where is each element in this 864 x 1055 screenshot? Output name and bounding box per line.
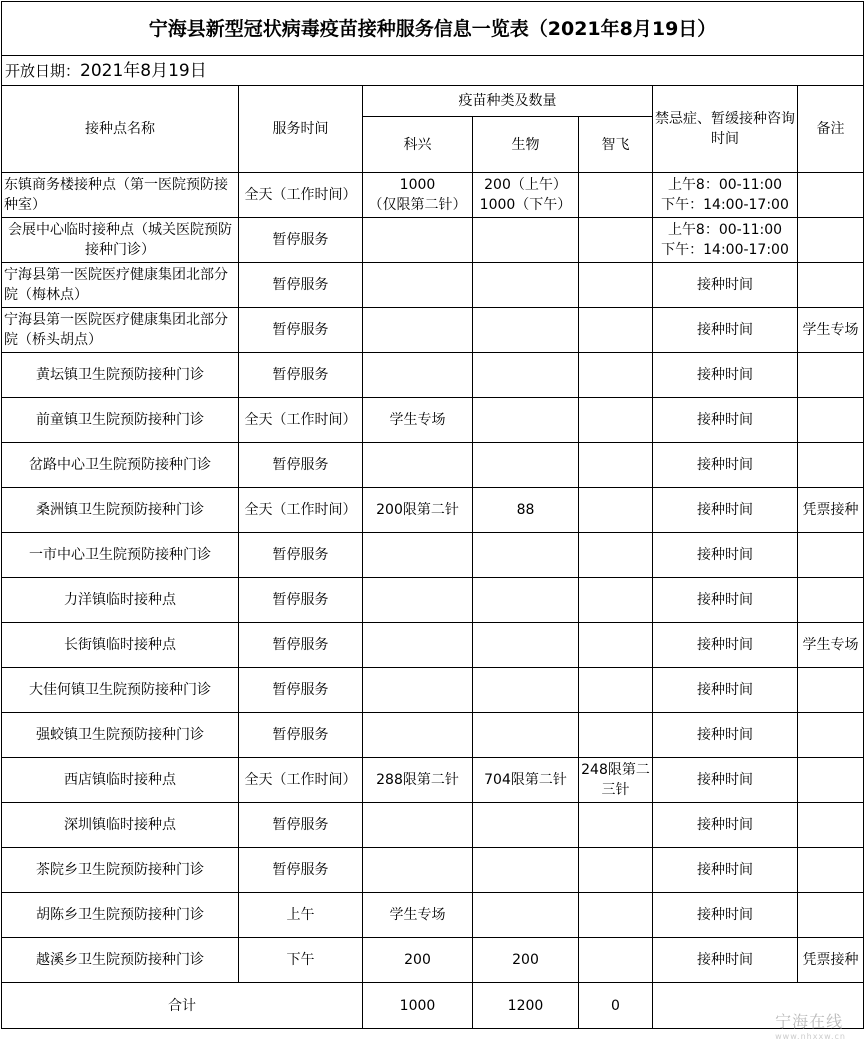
shengwu-cell bbox=[473, 893, 579, 938]
shengwu-cell bbox=[473, 623, 579, 668]
zhifei-cell bbox=[579, 443, 653, 488]
service-time-cell: 上午 bbox=[239, 893, 363, 938]
site-name-cell: 茶院乡卫生院预防接种门诊 bbox=[2, 848, 239, 893]
site-name-cell: 桑洲镇卫生院预防接种门诊 bbox=[2, 488, 239, 533]
service-time-cell: 暂停服务 bbox=[239, 803, 363, 848]
table-row bbox=[2, 713, 864, 758]
site-name-cell: 强蛟镇卫生院预防接种门诊 bbox=[2, 713, 239, 758]
vaccination-info-table bbox=[1, 1, 864, 1029]
service-time-cell: 暂停服务 bbox=[239, 578, 363, 623]
remark-cell bbox=[798, 848, 864, 893]
header-zhifei: 智飞 bbox=[579, 117, 653, 173]
site-name-cell: 深圳镇临时接种点 bbox=[2, 803, 239, 848]
zhifei-cell bbox=[579, 488, 653, 533]
table-row bbox=[2, 893, 864, 938]
site-name-cell: 会展中心临时接种点（城关医院预防接种门诊） bbox=[2, 218, 239, 263]
zhifei-cell bbox=[579, 263, 653, 308]
shengwu-cell bbox=[473, 848, 579, 893]
remark-cell bbox=[798, 803, 864, 848]
site-name-cell: 宁海县第一医院医疗健康集团北部分院（桥头胡点） bbox=[2, 308, 239, 353]
zhifei-cell bbox=[579, 353, 653, 398]
shengwu-cell: 88 bbox=[473, 488, 579, 533]
table-row bbox=[2, 623, 864, 668]
table-row bbox=[2, 443, 864, 488]
page-title: 宁海县新型冠状病毒疫苗接种服务信息一览表（2021年8月19日） bbox=[2, 2, 864, 56]
consult-time-cell: 接种时间 bbox=[653, 938, 798, 983]
kexing-cell: 1000 （仅限第二针） bbox=[363, 173, 473, 218]
remark-cell bbox=[798, 533, 864, 578]
site-name-cell: 西店镇临时接种点 bbox=[2, 758, 239, 803]
table-row bbox=[2, 803, 864, 848]
shengwu-cell bbox=[473, 218, 579, 263]
service-time-cell: 下午 bbox=[239, 938, 363, 983]
zhifei-cell: 248限第二三针 bbox=[579, 758, 653, 803]
kexing-cell bbox=[363, 848, 473, 893]
shengwu-cell bbox=[473, 533, 579, 578]
table-row bbox=[2, 668, 864, 713]
consult-time-cell: 接种时间 bbox=[653, 488, 798, 533]
kexing-cell bbox=[363, 803, 473, 848]
site-name-cell: 东镇商务楼接种点（第一医院预防接种室） bbox=[2, 173, 239, 218]
consult-time-cell: 接种时间 bbox=[653, 758, 798, 803]
zhifei-cell bbox=[579, 713, 653, 758]
zhifei-cell bbox=[579, 578, 653, 623]
total-label: 合计 bbox=[2, 983, 363, 1029]
remark-cell bbox=[798, 713, 864, 758]
consult-time-cell: 接种时间 bbox=[653, 668, 798, 713]
shengwu-cell bbox=[473, 668, 579, 713]
watermark-text: 宁海在线 bbox=[775, 1012, 844, 1031]
total-row bbox=[2, 983, 864, 1029]
table-row bbox=[2, 263, 864, 308]
site-name-cell: 岔路中心卫生院预防接种门诊 bbox=[2, 443, 239, 488]
watermark-logo bbox=[775, 1009, 846, 1041]
kexing-cell: 288限第二针 bbox=[363, 758, 473, 803]
site-name-cell: 黄坛镇卫生院预防接种门诊 bbox=[2, 353, 239, 398]
table-row bbox=[2, 488, 864, 533]
kexing-cell bbox=[363, 263, 473, 308]
service-time-cell: 全天（工作时间） bbox=[239, 488, 363, 533]
shengwu-cell: 704限第二针 bbox=[473, 758, 579, 803]
table-row bbox=[2, 173, 864, 218]
consult-time-cell: 上午8：00-11:00 下午：14:00-17:00 bbox=[653, 173, 798, 218]
shengwu-cell bbox=[473, 353, 579, 398]
remark-cell: 学生专场 bbox=[798, 308, 864, 353]
kexing-cell bbox=[363, 443, 473, 488]
zhifei-cell bbox=[579, 218, 653, 263]
kexing-cell: 学生专场 bbox=[363, 893, 473, 938]
remark-cell: 凭票接种 bbox=[798, 488, 864, 533]
remark-cell bbox=[798, 353, 864, 398]
consult-time-cell: 接种时间 bbox=[653, 398, 798, 443]
shengwu-cell bbox=[473, 263, 579, 308]
kexing-cell bbox=[363, 668, 473, 713]
consult-time-cell: 接种时间 bbox=[653, 443, 798, 488]
kexing-cell bbox=[363, 623, 473, 668]
service-time-cell: 暂停服务 bbox=[239, 443, 363, 488]
total-kexing: 1000 bbox=[363, 983, 473, 1029]
shengwu-cell bbox=[473, 443, 579, 488]
remark-cell bbox=[798, 398, 864, 443]
kexing-cell bbox=[363, 353, 473, 398]
site-name-cell: 胡陈乡卫生院预防接种门诊 bbox=[2, 893, 239, 938]
service-time-cell: 暂停服务 bbox=[239, 848, 363, 893]
open-date-value: 2021年8月19日 bbox=[80, 60, 207, 81]
kexing-cell bbox=[363, 533, 473, 578]
site-name-cell: 力洋镇临时接种点 bbox=[2, 578, 239, 623]
remark-cell: 学生专场 bbox=[798, 623, 864, 668]
header-site-name: 接种点名称 bbox=[2, 86, 239, 173]
consult-time-cell: 接种时间 bbox=[653, 353, 798, 398]
service-time-cell: 暂停服务 bbox=[239, 713, 363, 758]
remark-cell bbox=[798, 263, 864, 308]
shengwu-cell: 200 bbox=[473, 938, 579, 983]
header-vaccine-group: 疫苗种类及数量 bbox=[363, 86, 653, 117]
zhifei-cell bbox=[579, 938, 653, 983]
table-row bbox=[2, 758, 864, 803]
zhifei-cell bbox=[579, 623, 653, 668]
consult-time-cell: 接种时间 bbox=[653, 848, 798, 893]
open-date-label: 开放日期： bbox=[5, 61, 81, 80]
remark-cell bbox=[798, 578, 864, 623]
total-shengwu: 1200 bbox=[473, 983, 579, 1029]
consult-time-cell: 上午8：00-11:00 下午：14:00-17:00 bbox=[653, 218, 798, 263]
shengwu-cell bbox=[473, 398, 579, 443]
total-zhifei: 0 bbox=[579, 983, 653, 1029]
table-row bbox=[2, 533, 864, 578]
watermark-sub: www.nhxxw.cn bbox=[775, 1032, 846, 1041]
site-name-cell: 大佳何镇卫生院预防接种门诊 bbox=[2, 668, 239, 713]
table-row bbox=[2, 308, 864, 353]
table-row bbox=[2, 353, 864, 398]
zhifei-cell bbox=[579, 848, 653, 893]
service-time-cell: 暂停服务 bbox=[239, 623, 363, 668]
service-time-cell: 暂停服务 bbox=[239, 353, 363, 398]
site-name-cell: 长街镇临时接种点 bbox=[2, 623, 239, 668]
shengwu-cell bbox=[473, 713, 579, 758]
header-kexing: 科兴 bbox=[363, 117, 473, 173]
site-name-cell: 宁海县第一医院医疗健康集团北部分院（梅林点） bbox=[2, 263, 239, 308]
zhifei-cell bbox=[579, 893, 653, 938]
table-row bbox=[2, 578, 864, 623]
zhifei-cell bbox=[579, 668, 653, 713]
service-time-cell: 暂停服务 bbox=[239, 668, 363, 713]
table-row bbox=[2, 938, 864, 983]
service-time-cell: 暂停服务 bbox=[239, 308, 363, 353]
remark-cell bbox=[798, 218, 864, 263]
table-row bbox=[2, 398, 864, 443]
zhifei-cell bbox=[579, 803, 653, 848]
header-remark: 备注 bbox=[798, 86, 864, 173]
shengwu-cell: 200（上午） 1000（下午） bbox=[473, 173, 579, 218]
open-date bbox=[2, 56, 864, 86]
shengwu-cell bbox=[473, 803, 579, 848]
service-time-cell: 全天（工作时间） bbox=[239, 173, 363, 218]
consult-time-cell: 接种时间 bbox=[653, 308, 798, 353]
kexing-cell bbox=[363, 713, 473, 758]
remark-cell bbox=[798, 668, 864, 713]
consult-time-cell: 接种时间 bbox=[653, 893, 798, 938]
zhifei-cell bbox=[579, 173, 653, 218]
kexing-cell bbox=[363, 218, 473, 263]
table-row bbox=[2, 218, 864, 263]
consult-time-cell: 接种时间 bbox=[653, 803, 798, 848]
shengwu-cell bbox=[473, 578, 579, 623]
service-time-cell: 暂停服务 bbox=[239, 263, 363, 308]
remark-cell bbox=[798, 758, 864, 803]
zhifei-cell bbox=[579, 398, 653, 443]
remark-cell: 凭票接种 bbox=[798, 938, 864, 983]
header-service-time: 服务时间 bbox=[239, 86, 363, 173]
zhifei-cell bbox=[579, 308, 653, 353]
zhifei-cell bbox=[579, 533, 653, 578]
kexing-cell: 200 bbox=[363, 938, 473, 983]
service-time-cell: 全天（工作时间） bbox=[239, 758, 363, 803]
remark-cell bbox=[798, 173, 864, 218]
service-time-cell: 暂停服务 bbox=[239, 218, 363, 263]
shengwu-cell bbox=[473, 308, 579, 353]
table-row bbox=[2, 848, 864, 893]
remark-cell bbox=[798, 893, 864, 938]
site-name-cell: 前童镇卫生院预防接种门诊 bbox=[2, 398, 239, 443]
remark-cell bbox=[798, 443, 864, 488]
header-consult-time: 禁忌症、暂缓接种咨询时间 bbox=[653, 86, 798, 173]
site-name-cell: 一市中心卫生院预防接种门诊 bbox=[2, 533, 239, 578]
consult-time-cell: 接种时间 bbox=[653, 578, 798, 623]
consult-time-cell: 接种时间 bbox=[653, 623, 798, 668]
kexing-cell bbox=[363, 578, 473, 623]
consult-time-cell: 接种时间 bbox=[653, 263, 798, 308]
kexing-cell: 学生专场 bbox=[363, 398, 473, 443]
consult-time-cell: 接种时间 bbox=[653, 533, 798, 578]
service-time-cell: 暂停服务 bbox=[239, 533, 363, 578]
site-name-cell: 越溪乡卫生院预防接种门诊 bbox=[2, 938, 239, 983]
kexing-cell bbox=[363, 308, 473, 353]
consult-time-cell: 接种时间 bbox=[653, 713, 798, 758]
kexing-cell: 200限第二针 bbox=[363, 488, 473, 533]
service-time-cell: 全天（工作时间） bbox=[239, 398, 363, 443]
header-shengwu: 生物 bbox=[473, 117, 579, 173]
